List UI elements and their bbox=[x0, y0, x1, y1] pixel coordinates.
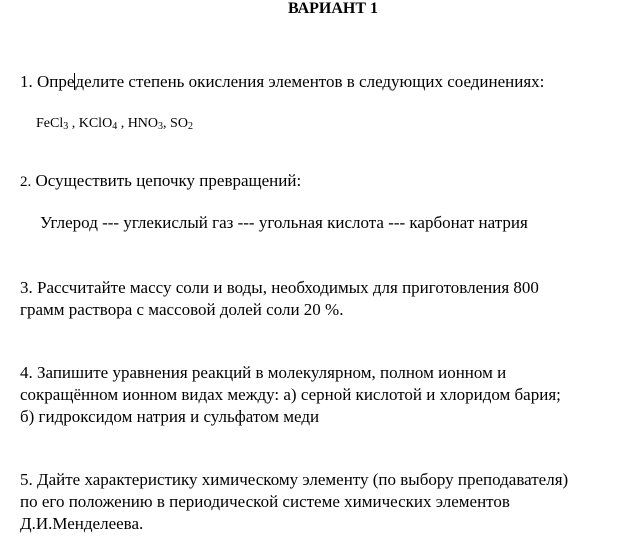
task4-line1: 4. Запишите уравнения реакций в молекулярном, полном ионном и bbox=[20, 363, 507, 382]
task5-line2: по его положению в периодической системе химических элементов bbox=[20, 492, 510, 511]
task1-formulas bbox=[36, 115, 193, 133]
formula-fecl3: FeCl$_3$ , bbox=[36, 116, 79, 132]
task3-line2: грамм раствора с массовой долей соли 20 %. bbox=[20, 300, 344, 319]
task1-question bbox=[20, 71, 544, 93]
formula-hno3: $HNO_3$, bbox=[127, 116, 171, 132]
task5-line1: 5. Дайте характеристику химическому элементу (по выбору преподавателя) bbox=[20, 470, 569, 489]
task5-line3: Д.И.Менделеева. bbox=[20, 514, 144, 533]
task1-text-start: 1. Опре bbox=[20, 72, 75, 91]
task2-question bbox=[20, 170, 301, 193]
task2-text: Осуществить цепочку превращений: bbox=[35, 171, 302, 190]
formula-so2: $SO_2$ bbox=[170, 116, 193, 132]
task3-line1: 3. Рассчитайте массу соли и воды, необходимых для приготовления 800 bbox=[20, 278, 539, 297]
task1-text-end: делите степень окисления элементов в следующих соединениях: bbox=[75, 72, 545, 91]
page-title: ВАРИАНТ 1 bbox=[287, 0, 379, 17]
formula-kclo4: KClO$_4$ , bbox=[78, 116, 128, 132]
task4-line2: сокращённом ионном видах между: а) серной кислотой и хлоридом бария; bbox=[20, 385, 561, 404]
task2-number: 2. bbox=[20, 174, 32, 190]
task4-line3: б) гидроксидом натрия и сульфатом меди bbox=[20, 407, 320, 426]
task2-chain: Углерод --- углекислый газ --- угольная кислота --- карбонат натрия bbox=[40, 213, 528, 232]
